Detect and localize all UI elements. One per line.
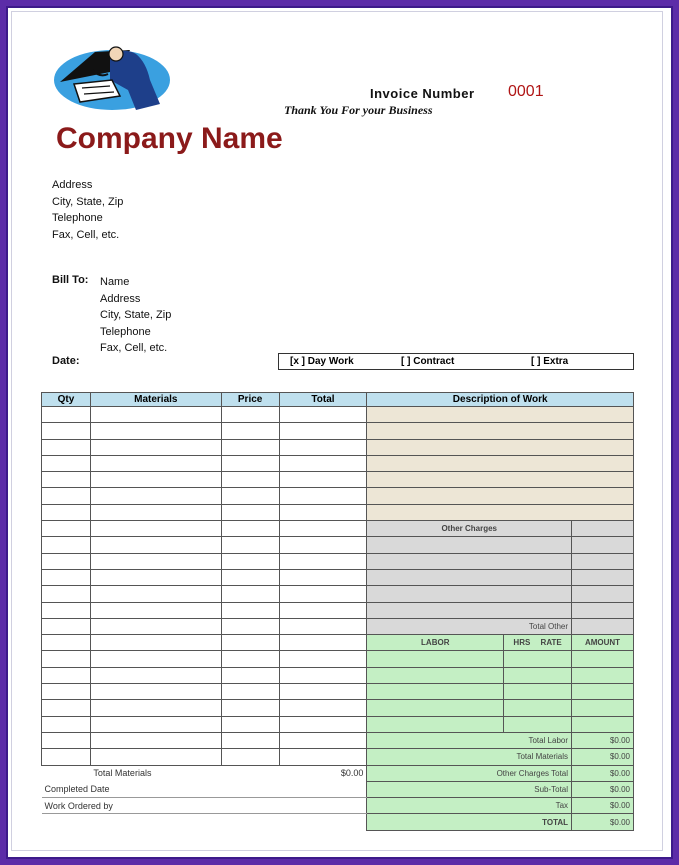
table-header-row (42, 393, 634, 407)
table-row[interactable] (42, 455, 634, 471)
summary-label: Tax (367, 798, 572, 814)
other-charges-label: Other Charges (367, 521, 572, 537)
rate-header: RATE (540, 638, 562, 648)
table-row[interactable] (42, 504, 634, 520)
table-row[interactable] (42, 684, 634, 700)
extra-checkbox[interactable]: [ ] Extra (531, 356, 569, 367)
contract-checkbox[interactable]: [ ] Contract (401, 356, 455, 367)
work-ordered-by-label[interactable]: Work Ordered by (42, 798, 367, 814)
table-row[interactable] (42, 667, 634, 683)
mechanic-logo-icon (50, 40, 175, 120)
table-row[interactable] (42, 635, 634, 651)
summary-row (42, 765, 634, 781)
summary-value: $0.00 (572, 732, 634, 748)
table-row[interactable] (42, 716, 634, 732)
table-row[interactable] (42, 472, 634, 488)
table-row[interactable] (42, 618, 634, 634)
bill-to-line[interactable]: Telephone (100, 325, 151, 338)
table-row[interactable] (42, 553, 634, 569)
total-materials-value: $0.00 (340, 768, 364, 779)
summary-label: Other Charges Total (367, 765, 572, 781)
amount-header: AMOUNT (572, 635, 634, 651)
labor-header: LABOR (367, 635, 504, 651)
invoice-number-value[interactable]: 0001 (508, 83, 544, 100)
table-row[interactable] (42, 700, 634, 716)
company-address-line[interactable]: Fax, Cell, etc. (52, 228, 120, 241)
total-other-label: Total Other (367, 618, 572, 634)
bill-to-label: Bill To: (52, 274, 89, 286)
table-row[interactable] (42, 651, 634, 667)
materials-header: Materials (90, 393, 221, 407)
table-row[interactable] (42, 488, 634, 504)
summary-label: Sub-Total (367, 781, 572, 797)
summary-label: Total Labor (367, 732, 572, 748)
bill-to-line[interactable]: Fax, Cell, etc. (100, 342, 168, 354)
day-work-checkbox[interactable]: [x ] Day Work (290, 356, 354, 367)
company-address-line[interactable]: City, State, Zip (52, 195, 124, 208)
invoice-number-label: Invoice Number (370, 86, 475, 101)
summary-row (42, 781, 634, 797)
invoice-table (41, 392, 634, 831)
summary-row (42, 798, 634, 814)
table-row[interactable] (42, 602, 634, 618)
table-row[interactable] (42, 407, 634, 423)
bill-to-line[interactable]: Address (100, 292, 141, 305)
thank-you-text: Thank You For your Business (284, 103, 433, 117)
total-materials-label: Total Materials (93, 768, 152, 779)
work-type-box (278, 353, 634, 370)
summary-row (42, 732, 634, 748)
bill-to-block (100, 274, 171, 357)
summary-label: Total Materials (367, 749, 572, 765)
description-header: Description of Work (367, 393, 634, 407)
date-label: Date: (52, 355, 80, 367)
company-address-line[interactable]: Address (52, 179, 93, 191)
table-row[interactable] (42, 586, 634, 602)
summary-value: $0.00 (572, 814, 634, 830)
bill-to-line[interactable]: Name (100, 276, 130, 288)
summary-value: $0.00 (572, 749, 634, 765)
completed-date-label[interactable]: Completed Date (42, 781, 367, 797)
qty-header: Qty (42, 393, 91, 407)
company-address-line[interactable]: Telephone (52, 212, 103, 224)
company-address-block (52, 177, 123, 243)
summary-label: TOTAL (367, 814, 572, 830)
summary-value: $0.00 (572, 781, 634, 797)
bill-to-line[interactable]: City, State, Zip (100, 309, 172, 321)
table-row[interactable] (42, 439, 634, 455)
summary-value: $0.00 (572, 765, 634, 781)
summary-value: $0.00 (572, 798, 634, 814)
table-row[interactable] (42, 423, 634, 439)
price-header: Price (221, 393, 279, 407)
summary-row (42, 814, 634, 830)
company-name[interactable]: Company Name (56, 122, 283, 155)
table-row[interactable] (42, 569, 634, 585)
table-row[interactable] (42, 521, 634, 537)
hours-header: HRS (513, 638, 531, 648)
total-header: Total (279, 393, 367, 407)
table-row[interactable] (42, 537, 634, 553)
summary-row (42, 749, 634, 765)
